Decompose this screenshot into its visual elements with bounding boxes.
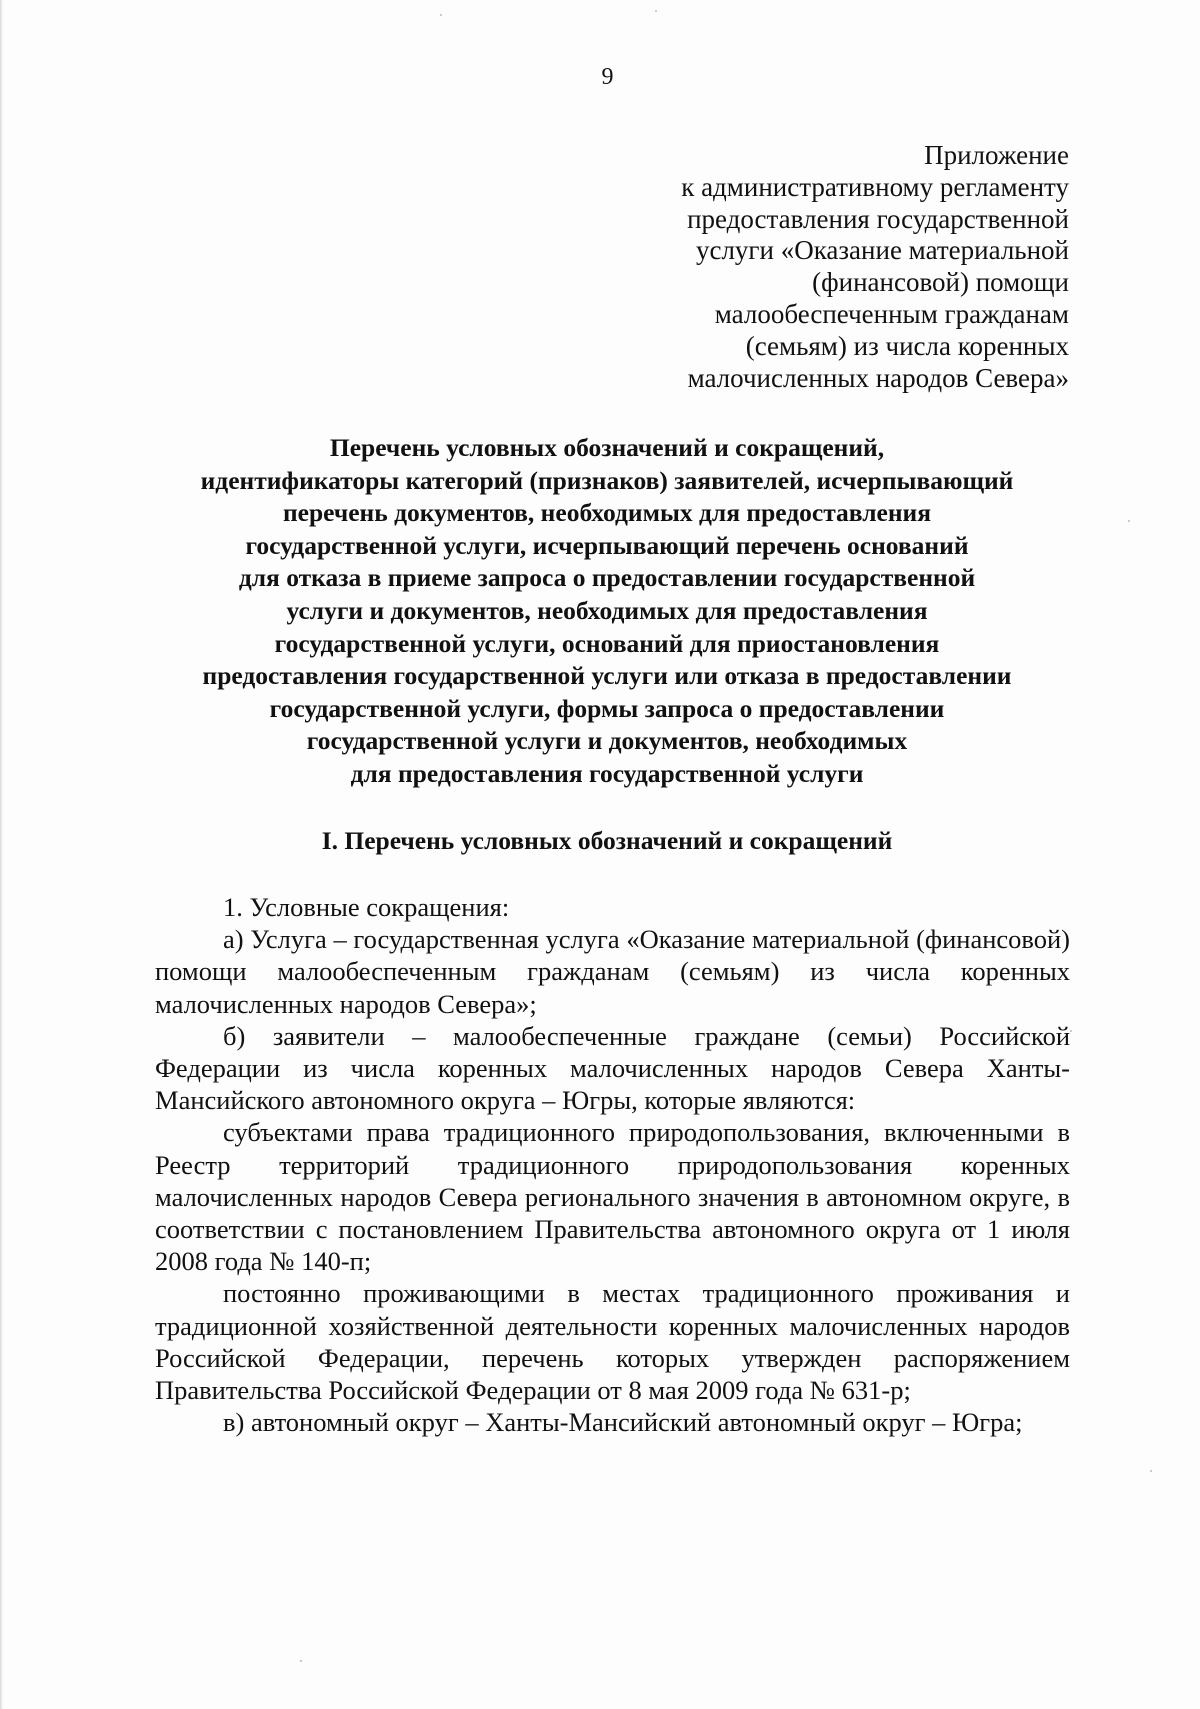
paragraph-residents: постоянно проживающими в местах традиционного проживания и традиционной хозяйственной деятельности коренных малочисленных народов Российской Федерации, перечень которых утвержден распоряжением Правительства Российской Федерации от 8 мая 2009 года № 631-р; (155, 1278, 1070, 1406)
appendix-note (549, 140, 1069, 394)
title-line: перечень документов, необходимых для предоставления (282, 498, 932, 528)
paragraph-item-a: а) Услуга – государственная услуга «Оказание материальной (финансовой) помощи малообеспеченным гражданам (семьям) из числа коренных малочисленных народов Севера»; (155, 924, 1070, 1019)
appendix-line: услуги «Оказание материальной (695, 235, 1069, 266)
paragraph-abbreviations: 1. Условные сокращения: (223, 892, 510, 922)
scan-speck (655, 10, 657, 12)
appendix-line: малочисленных народов Севера» (687, 362, 1069, 393)
title-line: для предоставления государственной услуги (350, 758, 864, 788)
title-line: государственной услуги и документов, необходимых (306, 726, 908, 756)
scan-speck (1070, 1030, 1072, 1032)
appendix-line: предоставления государственной (687, 203, 1069, 234)
appendix-line: (семьям) из числа коренных (745, 330, 1069, 361)
scan-edge-shadow (0, 0, 3, 1709)
title-line: предоставления государственной услуги или отказа в предоставлении (202, 661, 1012, 691)
appendix-line: (финансовой) помощи (812, 267, 1069, 298)
title-line: для отказа в приеме запроса о предоставлении государственной (238, 563, 976, 593)
paragraph-subjects: субъектами права традиционного природопользования, включенными в Реестр территорий традиционного природопользования коренных малочисленных народов Севера регионального значения в автономном округе, в соответствии с постановлением Правительства автономного округа от 1 июля 2008 года № 140-п; (155, 1117, 1070, 1277)
scan-speck (440, 14, 442, 16)
appendix-line: к административному регламенту (681, 171, 1069, 202)
section-heading: I. Перечень условных обозначений и сокращений (321, 826, 893, 855)
paragraph-item-b: б) заявители – малообеспеченные граждане (семьи) Российской Федерации из числа коренных малочисленных народов Севера Ханты-Мансийского автономного округа – Югры, которые являются: (155, 1020, 1070, 1116)
appendix-line: малообеспеченным гражданам (714, 298, 1069, 329)
appendix-line: Приложение (924, 140, 1069, 170)
title-line: государственной услуги, оснований для приостановления (274, 628, 940, 658)
document-title (110, 432, 1104, 791)
title-line: государственной услуги, исчерпывающий перечень оснований (245, 530, 969, 560)
title-line: услуги и документов, необходимых для предоставления (286, 595, 928, 625)
scan-speck (1128, 520, 1130, 522)
scan-speck (1150, 1470, 1152, 1472)
section-body (155, 891, 1070, 1438)
page-number: 9 (601, 64, 614, 90)
title-line: идентификаторы категорий (признаков) заявителей, исчерпывающий (200, 465, 1014, 495)
paragraph-item-v: в) автономный округ – Ханты-Мансийский автономный округ – Югра; (223, 1407, 1023, 1438)
scan-speck (300, 1660, 302, 1662)
title-line: Перечень условных обозначений и сокращений, (329, 433, 885, 462)
title-line: государственной услуги, формы запроса о предоставлении (269, 693, 945, 723)
